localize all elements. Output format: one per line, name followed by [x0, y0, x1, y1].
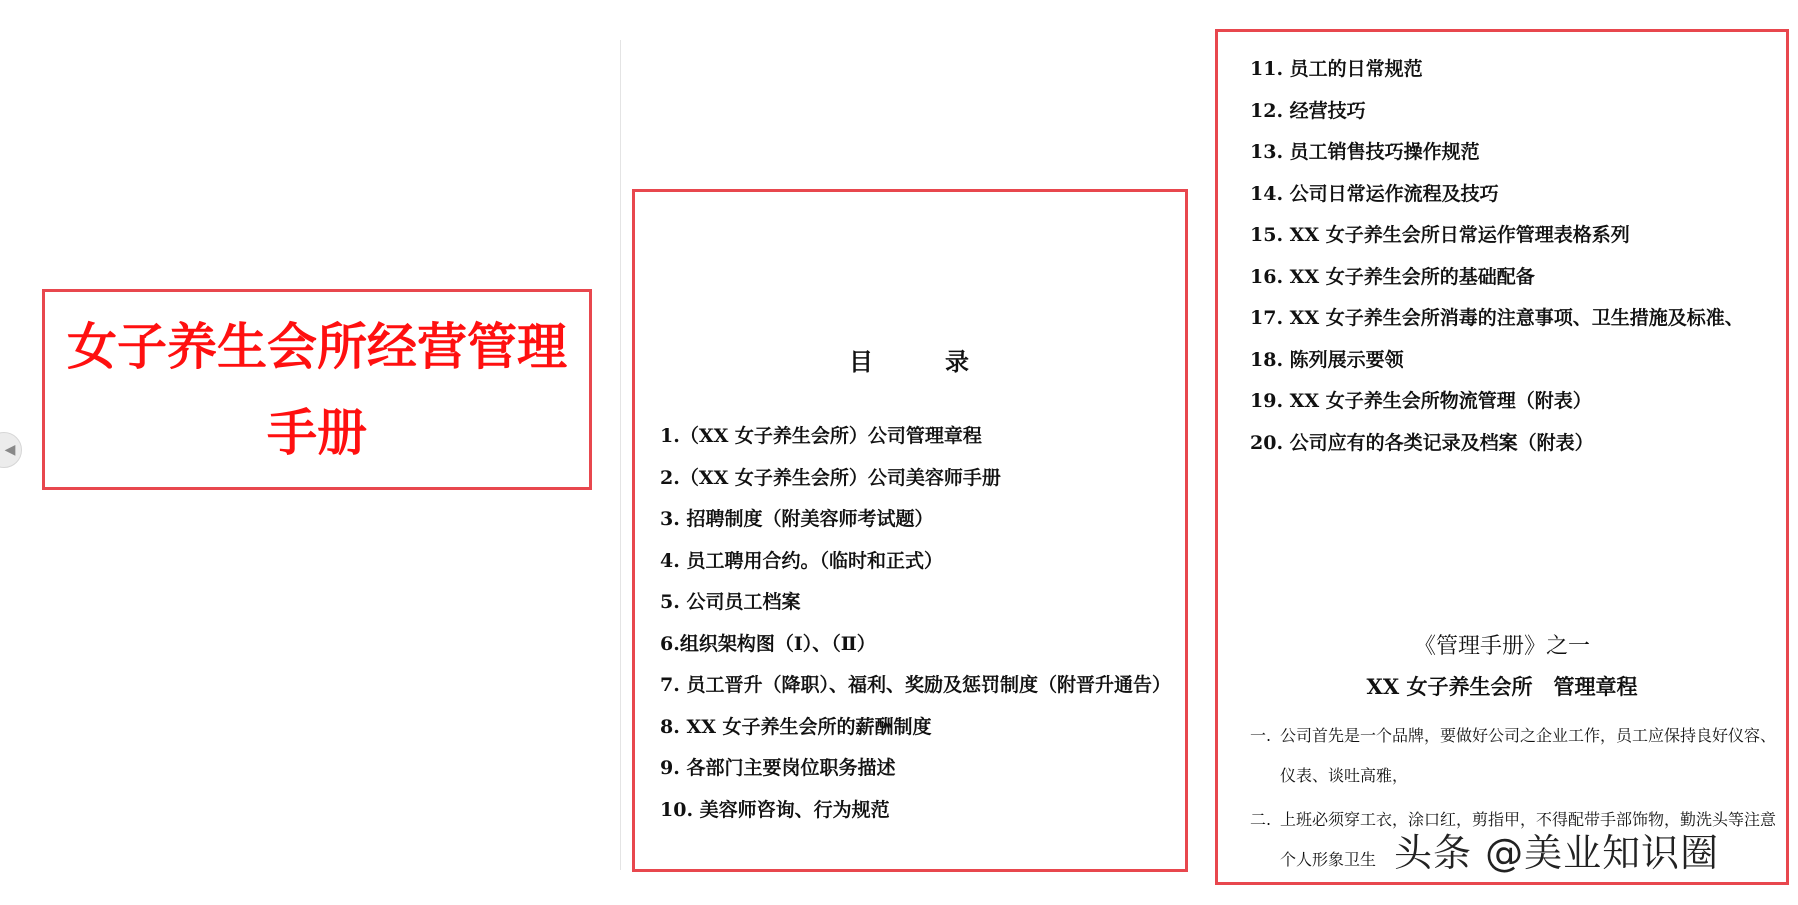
rule-text: 公司首先是一个品牌，要做好公司之企业工作，员工应保持良好仪容、仪表、谈吐高雅，	[1280, 726, 1777, 785]
toc-heading	[635, 342, 1185, 377]
toc-item: 16. XX 女子养生会所的基础配备	[1250, 265, 1535, 288]
toc-item: 4. 员工聘用合约。（临时和正式）	[660, 549, 943, 572]
toc-item: 13. 员工销售技巧操作规范	[1250, 141, 1480, 163]
page-divider	[620, 40, 621, 870]
toc-item: 3. 招聘制度（附美容师考试题）	[660, 508, 934, 530]
toc-item: 2.（XX 女子养生会所）公司美容师手册	[660, 466, 1001, 489]
toc-list	[660, 416, 1180, 831]
toc-item: 20. 公司应有的各类记录及档案（附表）	[1250, 431, 1594, 454]
chapter-heading	[1218, 627, 1786, 707]
cover-title: 女子养生会所经营管理手册	[67, 317, 567, 462]
toc-item: 6.组织架构图（Ⅰ）、（Ⅱ）	[660, 632, 876, 655]
cover-page	[42, 289, 592, 490]
chapter-title: XX 女子养生会所 管理章程	[1366, 674, 1638, 699]
toc-item: 15. XX 女子养生会所日常运作管理表格系列	[1250, 224, 1630, 246]
toc-page	[632, 189, 1188, 872]
toc-item: 19. XX 女子养生会所物流管理（附表）	[1250, 390, 1592, 412]
toc-heading-right: 录	[945, 347, 971, 376]
toc-item: 8. XX 女子养生会所的薪酬制度	[660, 715, 932, 738]
rule-number: 一.	[1250, 726, 1272, 745]
toc-item: 18. 陈列展示要领	[1250, 348, 1404, 371]
toc-item: 12. 经营技巧	[1250, 99, 1366, 122]
toc-item: 9. 各部门主要岗位职务描述	[660, 757, 896, 779]
chevron-left-icon[interactable]: ◀	[0, 432, 22, 468]
toc-continued-page	[1215, 29, 1789, 885]
toc-item: 7. 员工晋升（降职）、福利、奖励及惩罚制度（附晋升通告）	[660, 674, 1171, 696]
toc-item: 17. XX 女子养生会所消毒的注意事项、卫生措施及标准、	[1250, 307, 1744, 329]
rule-text: 上班必须穿工衣，涂口红，剪指甲，不得配带手部饰物，勤洗头等注意个人形象卫生	[1280, 810, 1777, 869]
toc-item: 1.（XX 女子养生会所）公司管理章程	[660, 425, 982, 447]
chapter-subtitle: 《管理手册》之一	[1413, 634, 1590, 659]
toc-item: 5. 公司员工档案	[660, 591, 801, 613]
toc-item: 14. 公司日常运作流程及技巧	[1250, 182, 1499, 205]
watermark: 头条 @美业知识圈	[1394, 831, 1720, 875]
rule-item	[1250, 716, 1780, 796]
toc-heading-left: 目	[849, 347, 875, 376]
toc-item: 10. 美容师咨询、行为规范	[660, 798, 890, 821]
toc-item: 11. 员工的日常规范	[1250, 58, 1423, 80]
toc-continued-list	[1250, 49, 1780, 464]
rule-number: 二.	[1250, 810, 1272, 829]
